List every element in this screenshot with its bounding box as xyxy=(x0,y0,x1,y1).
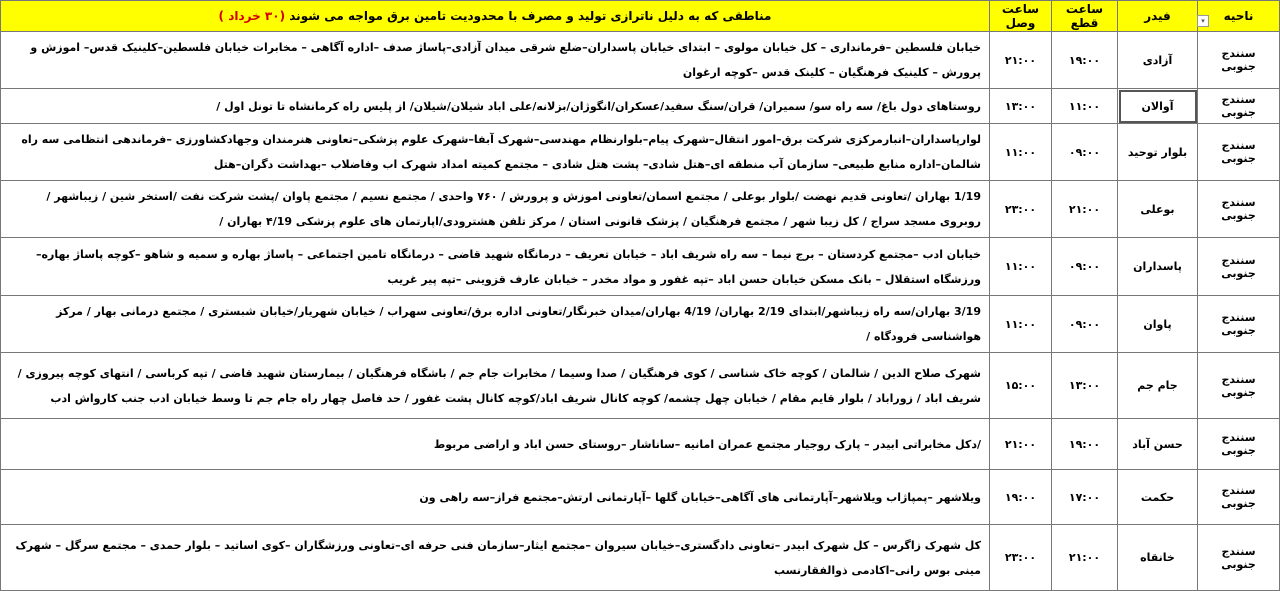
cut-time-cell[interactable]: ۱۹:۰۰ xyxy=(1052,419,1118,470)
areas-cell[interactable]: 1/19 بهاران /تعاونی قدیم نهضت /بلوار بوعلی / مجتمع اسمان/تعاونی اموزش و پرورش / ۷۶۰ واحدی / مجتمع نسیم / مجتمع پاوان /پشت شرکت نفت /استخر شین / زیباشهر / روبروی مسجد سراج / کل زیبا شهر / مجتمع فرهنگیان / پزشک قانونی استان / مرکز تلفن هشترودی/اپارتمان های علوم پزشکی ۴/19 بهاران / xyxy=(1,181,990,238)
cut-time-cell[interactable]: ۱۱:۰۰ xyxy=(1052,89,1118,124)
feeder-cell[interactable]: حسن آباد xyxy=(1118,419,1198,470)
cut-time-cell[interactable]: ۰۹:۰۰ xyxy=(1052,124,1118,181)
connect-time-cell[interactable]: ۱۱:۰۰ xyxy=(990,238,1052,296)
connect-time-cell[interactable]: ۲۱:۰۰ xyxy=(990,32,1052,89)
cut-time-cell[interactable]: ۱۷:۰۰ xyxy=(1052,470,1118,525)
areas-cell[interactable]: روستاهای دول باغ/ سه راه سو/ سمیران/ قران/سنگ سفید/عسکران/انگوژان/بزلانه/علی اباد شیلان/شیلان/ از پلیس راه کرمانشاه تا تونل اول / xyxy=(1,89,990,124)
areas-cell[interactable]: ویلاشهر –پمپاژاب ویلاشهر–آپارتمانی های آگاهی–خیابان گلها –آپارتمانی ارتش–مجتمع فراز–سه راهی ون xyxy=(1,470,990,525)
cut-time-cell[interactable]: ۰۹:۰۰ xyxy=(1052,296,1118,353)
header-row xyxy=(1,1,1280,32)
connect-time-cell[interactable]: ۲۳:۰۰ xyxy=(990,525,1052,591)
areas-cell[interactable]: 3/19 بهاران/سه راه زیباشهر/ابتدای 2/19 بهاران/ 4/19 بهاران/میدان خبرنگار/تعاونی اداره برق/تعاونی سهراب / خیابان شهریار/خیابان شبستری / مجتمع درمانی بهار / مرکز هواشناسی فرودگاه / xyxy=(1,296,990,353)
region-cell[interactable]: سنندج جنوبی xyxy=(1198,525,1280,591)
feeder-cell[interactable]: بوعلی xyxy=(1118,181,1198,238)
cut-time-cell[interactable]: ۱۹:۰۰ xyxy=(1052,32,1118,89)
region-cell[interactable]: سنندج جنوبی xyxy=(1198,32,1280,89)
connect-time-cell[interactable]: ۱۵:۰۰ xyxy=(990,353,1052,419)
header-cut-time: ساعت قطع xyxy=(1052,1,1118,32)
region-cell[interactable]: سنندج جنوبی xyxy=(1198,181,1280,238)
cut-time-cell[interactable]: ۲۱:۰۰ xyxy=(1052,181,1118,238)
connect-time-cell[interactable]: ۱۹:۰۰ xyxy=(990,470,1052,525)
filter-icon[interactable]: ▾ xyxy=(1197,15,1209,27)
header-region-label: ناحیه xyxy=(1223,9,1254,23)
table-row xyxy=(1,124,1280,181)
region-cell[interactable]: سنندج جنوبی xyxy=(1198,470,1280,525)
feeder-cell[interactable]: حکمت xyxy=(1118,470,1198,525)
region-cell[interactable]: سنندج جنوبی xyxy=(1198,296,1280,353)
areas-cell[interactable]: لوارپاسداران–انبارمرکزی شرکت برق–امور انتقال–شهرک پیام–بلوارنظام مهندسی–شهرک آبفا–شهرک علوم پزشکی–تعاونی هنرمندان وجهادکشاورزی –فرماندهی انتظامی سه راه شالمان–اداره منابع طبیعی– سازمان آب منطقه ای–هتل شادی– پشت هتل شادی – مجتمع کمیته امداد شهرک اب وفاضلاب –بهداشت دگران–هتل xyxy=(1,124,990,181)
table-row xyxy=(1,238,1280,296)
header-feeder: فیدر xyxy=(1118,1,1198,32)
feeder-cell[interactable]: بلوار توحید xyxy=(1118,124,1198,181)
table-row xyxy=(1,32,1280,89)
feeder-cell[interactable]: آزادی xyxy=(1118,32,1198,89)
feeder-cell[interactable]: جام جم xyxy=(1118,353,1198,419)
table-row xyxy=(1,181,1280,238)
cut-time-cell[interactable]: ۱۳:۰۰ xyxy=(1052,353,1118,419)
header-region[interactable] xyxy=(1198,1,1280,32)
areas-cell[interactable]: /دکل مخابراتی ابیدر – پارک روجیار مجتمع عمران امانیه –ساناشار –روستای حسن اباد و اراضی مربوط xyxy=(1,419,990,470)
areas-cell[interactable]: کل شهرک زاگرس – کل شهرک ابیدر –تعاونی دادگستری–خیابان سیروان –مجتمع ایثار–سازمان فنی حرفه ای–تعاونی ورزشگاران –کوی اساتید – بلوار حمدی – مجتمع سرگل – شهرک مینی بوس رانی–اکادمی ذوالفقارنسب xyxy=(1,525,990,591)
header-date: (۳۰ خرداد ) xyxy=(218,9,286,23)
region-cell[interactable]: سنندج جنوبی xyxy=(1198,89,1280,124)
cut-time-cell[interactable]: ۲۱:۰۰ xyxy=(1052,525,1118,591)
header-connect-time: ساعت وصل xyxy=(990,1,1052,32)
table-row xyxy=(1,89,1280,124)
areas-cell[interactable]: خیابان فلسطین –فرمانداری – کل خیابان مولوی – ابتدای خیابان پاسداران–ضلع شرقی میدان آزادی–پاساژ صدف –اداره آگاهی – مخابرات خیابان فلسطین–کلینیک قدس– اموزش و پرورش – کلینیک فرهنگیان – کلینک قدس –کوچه ارغوان xyxy=(1,32,990,89)
feeder-cell[interactable]: پاوان xyxy=(1118,296,1198,353)
feeder-cell[interactable]: آوالان xyxy=(1118,89,1198,124)
table-row xyxy=(1,470,1280,525)
feeder-cell[interactable]: خانقاه xyxy=(1118,525,1198,591)
table-row xyxy=(1,525,1280,591)
areas-cell[interactable]: شهرک صلاح الدین / شالمان / کوچه خاک شناسی / کوی فرهنگیان / صدا وسیما / مخابرات جام جم / باشگاه فرهنگیان / بیمارستان شهید قاضی / تپه کرباسی / انتهای کوچه پیروزی / شریف اباد / زوراباد / بلوار قایم مقام / خیابان چهل چشمه/ کوچه کانال شریف اباد/کوچه کانال پشت غفور / حد فاصل چهار راه جام جم تا وسط خیابان ادب جنب کارواش ادب xyxy=(1,353,990,419)
connect-time-cell[interactable]: ۱۱:۰۰ xyxy=(990,296,1052,353)
region-cell[interactable]: سنندج جنوبی xyxy=(1198,353,1280,419)
cut-time-cell[interactable]: ۰۹:۰۰ xyxy=(1052,238,1118,296)
table-row xyxy=(1,353,1280,419)
region-cell[interactable]: سنندج جنوبی xyxy=(1198,238,1280,296)
region-cell[interactable]: سنندج جنوبی xyxy=(1198,124,1280,181)
region-cell[interactable]: سنندج جنوبی xyxy=(1198,419,1280,470)
header-areas xyxy=(1,1,990,32)
connect-time-cell[interactable]: ۲۳:۰۰ xyxy=(990,181,1052,238)
connect-time-cell[interactable]: ۱۱:۰۰ xyxy=(990,124,1052,181)
table-row xyxy=(1,419,1280,470)
connect-time-cell[interactable]: ۱۳:۰۰ xyxy=(990,89,1052,124)
connect-time-cell[interactable]: ۲۱:۰۰ xyxy=(990,419,1052,470)
header-areas-label: مناطقی که به دلیل ناترازی تولید و مصرف با محدودیت تامین برق مواجه می شوند xyxy=(289,9,772,23)
areas-cell[interactable]: خیابان ادب –مجتمع کردستان – برج نیما – سه راه شریف اباد – خیابان تعریف – درمانگاه شهید قاضی – درمانگاه تامین اجتماعی – پاساژ بهاره و سمیه و شاهو –کوچه پاساژ بهاره–ورزشگاه استقلال – بانک مسکن خیابان حسن اباد –تپه غفور و مواد مخدر – خیابان عارف قزوینی –تپه پیر غریب xyxy=(1,238,990,296)
feeder-cell[interactable]: پاسداران xyxy=(1118,238,1198,296)
table-row xyxy=(1,296,1280,353)
